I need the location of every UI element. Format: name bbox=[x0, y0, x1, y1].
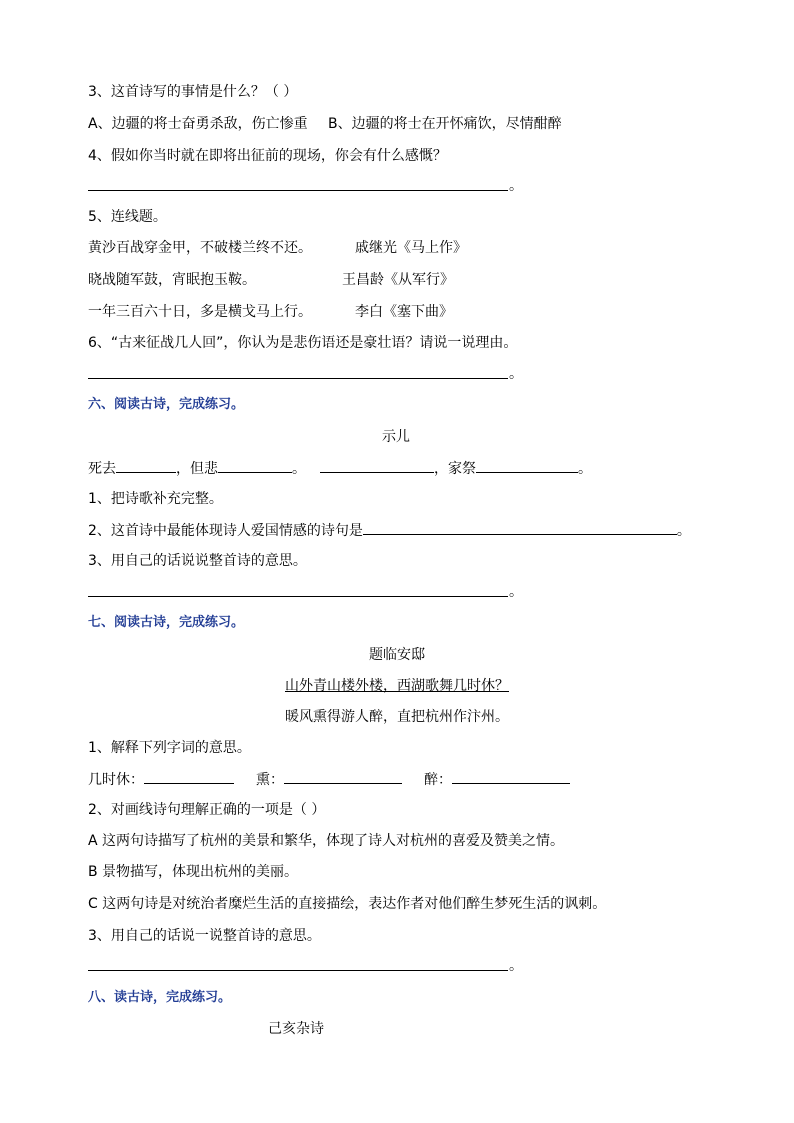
answer-period: 。 bbox=[509, 366, 523, 382]
poem-fill-line bbox=[88, 458, 592, 479]
fill-blank[interactable] bbox=[284, 769, 402, 784]
fill-blank[interactable] bbox=[144, 769, 234, 784]
fill-blank[interactable] bbox=[320, 458, 434, 473]
question-6: 6、“古来征战几人回”，你认为是悲伤语还是豪壮语？请说一说理由。 bbox=[88, 335, 518, 351]
match-source-2[interactable]: 王昌龄《从军行》 bbox=[342, 272, 454, 288]
poem-title: 示儿 bbox=[382, 429, 410, 445]
fill-blank[interactable] bbox=[476, 458, 578, 473]
poem-title: 题临安邸 bbox=[369, 647, 425, 663]
section-heading-7: 七、阅读古诗，完成练习。 bbox=[88, 615, 245, 630]
fill-blank[interactable] bbox=[363, 520, 677, 535]
section-heading-8: 八、读古诗，完成练习。 bbox=[88, 990, 232, 1005]
word-definitions bbox=[88, 769, 570, 790]
question-text: 2、这首诗中最能体现诗人爱国情感的诗句是 bbox=[88, 523, 363, 539]
fill-blank[interactable] bbox=[218, 458, 292, 473]
question-3: 3、用自己的话说说整首诗的意思。 bbox=[88, 553, 307, 569]
answer-line[interactable] bbox=[88, 190, 508, 191]
answer-period: 。 bbox=[509, 178, 523, 194]
match-line-3[interactable]: 一年三百六十日，多是横戈马上行。 bbox=[88, 304, 312, 320]
option-c: C 这两句诗是对统治者糜烂生活的直接描绘，表达作者对他们醉生梦死生活的讽刺。 bbox=[88, 896, 607, 912]
question-4: 4、假如你当时就在即将出征前的现场，你会有什么感慨？ bbox=[88, 148, 447, 164]
match-source-3[interactable]: 李白《塞下曲》 bbox=[355, 304, 453, 320]
word-label: 熏： bbox=[256, 772, 284, 788]
word-label: 醉： bbox=[424, 772, 452, 788]
question-2: 2、对画线诗句理解正确的一项是（ ） bbox=[88, 802, 326, 818]
fill-blank[interactable] bbox=[116, 458, 176, 473]
poem-text: ，家祭 bbox=[434, 461, 476, 477]
poem-line: 暖风熏得游人醉，直把杭州作汴州。 bbox=[285, 709, 509, 725]
section-heading-6: 六、阅读古诗，完成练习。 bbox=[88, 397, 245, 412]
answer-line[interactable] bbox=[88, 596, 508, 597]
question-1: 1、把诗歌补充完整。 bbox=[88, 491, 223, 507]
answer-period: 。 bbox=[509, 958, 523, 974]
match-line-1[interactable]: 黄沙百战穿金甲，不破楼兰终不还。 bbox=[88, 240, 312, 256]
match-line-2[interactable]: 晓战随军鼓，宵眠抱玉鞍。 bbox=[88, 272, 256, 288]
word-label: 几时休： bbox=[88, 772, 144, 788]
question-1: 1、解释下列字词的意思。 bbox=[88, 740, 251, 756]
question-5: 5、连线题。 bbox=[88, 209, 167, 225]
answer-line[interactable] bbox=[88, 970, 508, 971]
poem-title: 己亥杂诗 bbox=[268, 1021, 324, 1037]
option-b: B、边疆的将士在开怀痛饮，尽情酣醉 bbox=[328, 116, 562, 132]
poem-text: 死去 bbox=[88, 461, 116, 477]
answer-line[interactable] bbox=[88, 378, 508, 379]
question-3: 3、用自己的话说一说整首诗的意思。 bbox=[88, 928, 321, 944]
question-2 bbox=[88, 520, 691, 541]
match-source-1[interactable]: 戚继光《马上作》 bbox=[355, 240, 467, 256]
answer-period: 。 bbox=[509, 584, 523, 600]
answer-period: 。 bbox=[676, 523, 691, 539]
poem-text: 。 bbox=[292, 461, 306, 477]
fill-blank[interactable] bbox=[452, 769, 570, 784]
option-b: B 景物描写，体现出杭州的美丽。 bbox=[88, 864, 299, 880]
poem-text: 。 bbox=[578, 461, 592, 477]
option-a: A 这两句诗描写了杭州的美景和繁华，体现了诗人对杭州的喜爱及赞美之情。 bbox=[88, 833, 565, 849]
option-a: A、边疆的将士奋勇杀敌，伤亡惨重 bbox=[88, 116, 308, 132]
poem-line-underlined: 山外青山楼外楼，西湖歌舞几时休？ bbox=[285, 678, 509, 694]
poem-text: ，但悲 bbox=[176, 461, 218, 477]
question-3: 3、这首诗写的事情是什么？（ ） bbox=[88, 84, 298, 100]
